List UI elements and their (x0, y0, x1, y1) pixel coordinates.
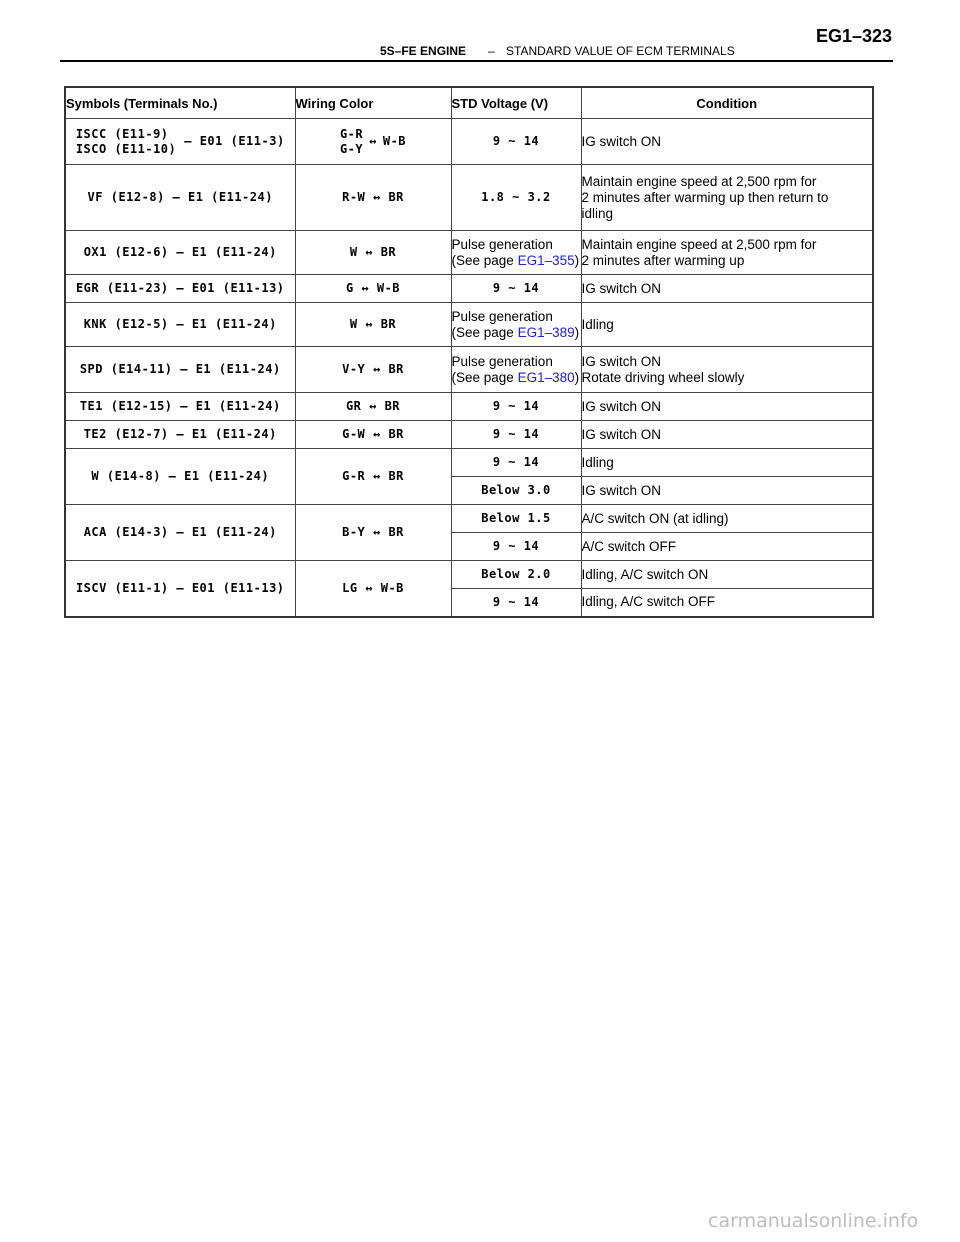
voltage-cell: 9 ~ 14 (451, 421, 581, 449)
voltage-cell (451, 347, 581, 393)
condition-cell: Idling (581, 449, 873, 477)
wiring-text: G-R (339, 126, 364, 141)
symbol-cell: KNK (E12-5) – E1 (E11-24) (65, 303, 295, 347)
condition-cell: IG switch ON (581, 421, 873, 449)
voltage-cell: Below 3.0 (451, 477, 581, 505)
condition-line: 2 minutes after warming up (581, 252, 745, 268)
double-arrow-icon: ↔ (369, 134, 377, 148)
symbol-cell: ACA (E14-3) – E1 (E11-24) (65, 505, 295, 561)
condition-cell: Idling (581, 303, 873, 347)
symbol-cell: EGR (E11-23) – E01 (E11-13) (65, 275, 295, 303)
voltage-cell (451, 231, 581, 275)
col-header-voltage: STD Voltage (V) (451, 87, 581, 119)
condition-cell: IG switch ON (581, 477, 873, 505)
page-number: EG1–323 (816, 26, 893, 46)
symbol-cell: TE1 (E12-15) – E1 (E11-24) (65, 393, 295, 421)
watermark: carmanualsonline.info (708, 1210, 919, 1232)
symbol-cell: VF (E12-8) – E1 (E11-24) (65, 165, 295, 231)
condition-cell (581, 231, 873, 275)
table-row (65, 275, 873, 303)
condition-cell: Idling, A/C switch OFF (581, 589, 873, 617)
condition-cell (581, 165, 873, 231)
table-row (65, 119, 873, 165)
voltage-cell: 9 ~ 14 (451, 393, 581, 421)
table-row (65, 303, 873, 347)
pulse-text: Pulse generation (451, 308, 553, 324)
condition-line: 2 minutes after warming up then return to (581, 189, 829, 205)
wiring-cell: R-W ↔ BR (295, 165, 451, 231)
ecm-terminal-table (64, 86, 874, 618)
paren-close: ) (574, 369, 580, 385)
wiring-cell: LG ↔ W-B (295, 561, 451, 617)
wiring-cell: G ↔ W-B (295, 275, 451, 303)
see-page-text: (See page (451, 252, 518, 268)
condition-line: IG switch ON (581, 353, 662, 369)
table-row (65, 561, 873, 589)
pulse-text: Pulse generation (451, 353, 553, 369)
col-header-symbols: Symbols (Terminals No.) (65, 87, 295, 119)
symbol-text-2: ISCO (E11-10) (75, 141, 177, 156)
voltage-cell: 9 ~ 14 (451, 533, 581, 561)
paren-close: ) (574, 252, 580, 268)
condition-line: Maintain engine speed at 2,500 rpm for (581, 236, 817, 252)
voltage-cell: 9 ~ 14 (451, 589, 581, 617)
header-subtitle: STANDARD VALUE OF ECM TERMINALS (506, 44, 735, 58)
symbol-cell (65, 119, 295, 165)
wiring-cell: B-Y ↔ BR (295, 505, 451, 561)
table-row (65, 165, 873, 231)
paren-close: ) (574, 324, 580, 340)
pulse-text: Pulse generation (451, 236, 553, 252)
page-link[interactable]: EG1–380 (517, 369, 575, 385)
wiring-cell: G-W ↔ BR (295, 421, 451, 449)
table-row (65, 449, 873, 477)
wiring-cell: W ↔ BR (295, 231, 451, 275)
page-link[interactable]: EG1–389 (517, 324, 575, 340)
wiring-cell: V-Y ↔ BR (295, 347, 451, 393)
wiring-cell: W ↔ BR (295, 303, 451, 347)
page-link[interactable]: EG1–355 (517, 252, 575, 268)
condition-line: Rotate driving wheel slowly (581, 369, 745, 385)
header-section: 5S–FE ENGINE (380, 44, 467, 58)
table-row (65, 421, 873, 449)
see-page-text: (See page (451, 369, 518, 385)
voltage-cell: 9 ~ 14 (451, 275, 581, 303)
condition-cell: IG switch ON (581, 393, 873, 421)
voltage-cell: Below 1.5 (451, 505, 581, 533)
condition-cell: A/C switch ON (at idling) (581, 505, 873, 533)
symbol-text: ISCC (E11-9) (75, 126, 169, 141)
symbol-cell: W (E14-8) – E1 (E11-24) (65, 449, 295, 505)
symbol-cell: TE2 (E12-7) – E1 (E11-24) (65, 421, 295, 449)
header-rule (60, 60, 893, 62)
condition-line: Maintain engine speed at 2,500 rpm for (581, 173, 817, 189)
condition-cell: IG switch ON (581, 275, 873, 303)
voltage-cell: 1.8 ~ 3.2 (451, 165, 581, 231)
wiring-cell: GR ↔ BR (295, 393, 451, 421)
condition-cell: IG switch ON (581, 119, 873, 165)
see-page-text: (See page (451, 324, 518, 340)
header-dash: – (488, 44, 495, 58)
condition-line: idling (581, 205, 614, 221)
symbol-tail: – E01 (E11-3) (184, 134, 285, 148)
voltage-cell: 9 ~ 14 (451, 119, 581, 165)
table-row (65, 347, 873, 393)
symbol-cell: SPD (E14-11) – E1 (E11-24) (65, 347, 295, 393)
symbol-cell: OX1 (E12-6) – E1 (E11-24) (65, 231, 295, 275)
table-row (65, 231, 873, 275)
voltage-cell (451, 303, 581, 347)
wiring-text-2: G-Y (339, 141, 364, 156)
wiring-cell: G-R ↔ BR (295, 449, 451, 505)
voltage-cell: Below 2.0 (451, 561, 581, 589)
symbol-cell: ISCV (E11-1) – E01 (E11-13) (65, 561, 295, 617)
wiring-tail: W-B (382, 134, 407, 148)
condition-cell: Idling, A/C switch ON (581, 561, 873, 589)
table-row (65, 393, 873, 421)
condition-cell: A/C switch OFF (581, 533, 873, 561)
table-header-row (65, 87, 873, 119)
col-header-condition: Condition (581, 87, 873, 119)
col-header-wiring: Wiring Color (295, 87, 451, 119)
table-row (65, 505, 873, 533)
condition-cell (581, 347, 873, 393)
wiring-cell (295, 119, 451, 165)
voltage-cell: 9 ~ 14 (451, 449, 581, 477)
